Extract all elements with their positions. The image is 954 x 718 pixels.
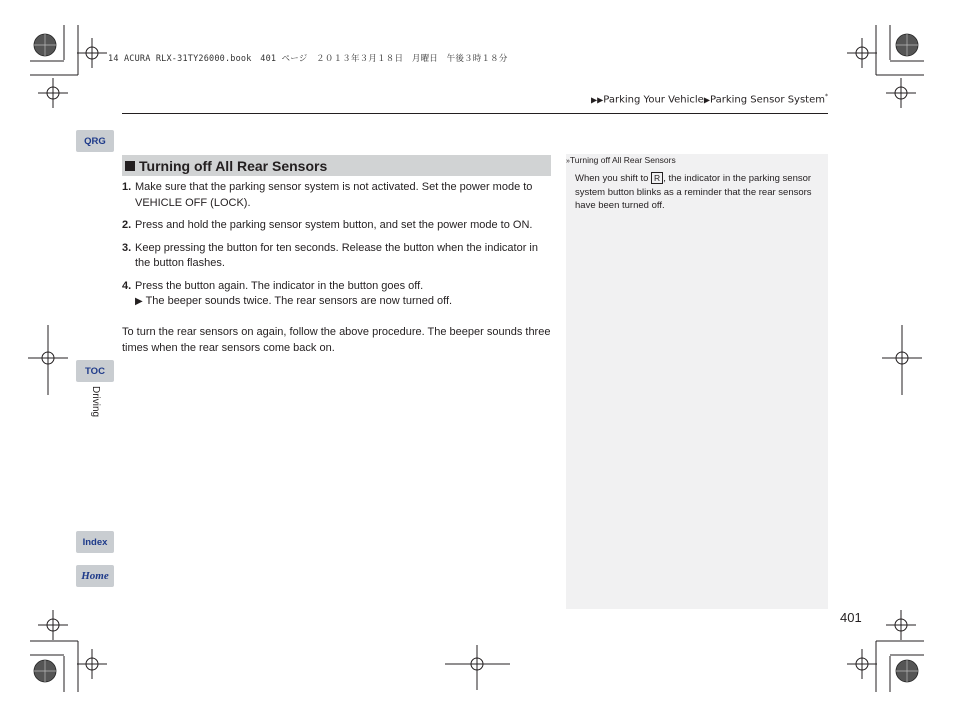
breadcrumb-separator: ▶ <box>703 95 710 105</box>
step-text: Make sure that the parking sensor system is not activated. Set the power mode to VEHICLE OFF (LOCK). <box>135 181 533 209</box>
breadcrumb-item-parking-sensor-system[interactable]: Parking Sensor System <box>710 94 825 106</box>
breadcrumb-asterisk: * <box>825 93 828 100</box>
sidebar-text-before: When you shift to <box>575 173 652 184</box>
step-number: 1. <box>122 181 132 193</box>
section-label-driving: Driving <box>90 386 101 418</box>
print-header: 14 ACURA RLX-31TY26000.book 401 ページ ２０１３年３月１８日 月曜日 午後３時１８分 <box>108 54 508 64</box>
gear-r-key: R <box>651 172 663 184</box>
step-number: 4. <box>122 279 132 292</box>
toc-tab[interactable]: TOC <box>76 360 114 382</box>
step-text: Press and hold the parking sensor system button, and set the power mode to ON. <box>135 219 533 231</box>
index-tab[interactable]: Index <box>76 531 114 553</box>
closing-paragraph: To turn the rear sensors on again, follow the above procedure. The beeper sounds three times when the rear sensors come back on. <box>122 326 551 354</box>
sidebar-note-box <box>566 154 828 609</box>
sidebar-note-title: Turning off All Rear Sensors <box>569 155 676 165</box>
section-title: Turning off All Rear Sensors <box>139 157 328 174</box>
breadcrumb-arrows: ▶▶ <box>590 95 604 105</box>
home-tab[interactable]: Home <box>76 565 114 587</box>
step-text: Press the button again. The indicator in the button goes off. <box>135 279 424 292</box>
page-number: 401 <box>840 610 862 625</box>
result-arrow-icon: ▶ <box>135 296 143 307</box>
sidebar-text-after: , the indicator in the parking sensor system button blinks as a reminder that the rear sensors have been turned off. <box>575 173 812 211</box>
reference-marker-icon: » <box>566 158 570 165</box>
section-heading-bar <box>122 155 551 176</box>
step-text: Keep pressing the button for ten seconds. Release the button when the indicator in the button flashes. <box>135 241 538 269</box>
breadcrumb <box>591 93 828 105</box>
step-result <box>135 294 554 310</box>
step-item <box>122 241 554 272</box>
steps-list <box>122 180 554 317</box>
header-rule <box>122 113 828 114</box>
step-item <box>122 279 554 310</box>
step-number: 2. <box>122 219 132 231</box>
sidebar-note-text <box>575 172 825 213</box>
step-item <box>122 180 554 211</box>
step-result-text: The beeper sounds twice. The rear sensors are now turned off. <box>145 295 453 307</box>
qrg-tab[interactable]: QRG <box>76 130 114 152</box>
step-number: 3. <box>122 241 132 254</box>
step-item <box>122 218 554 234</box>
breadcrumb-item-parking-your-vehicle[interactable]: Parking Your Vehicle <box>603 94 704 106</box>
square-bullet-icon <box>125 161 135 171</box>
sidebar-note-heading <box>566 155 676 165</box>
